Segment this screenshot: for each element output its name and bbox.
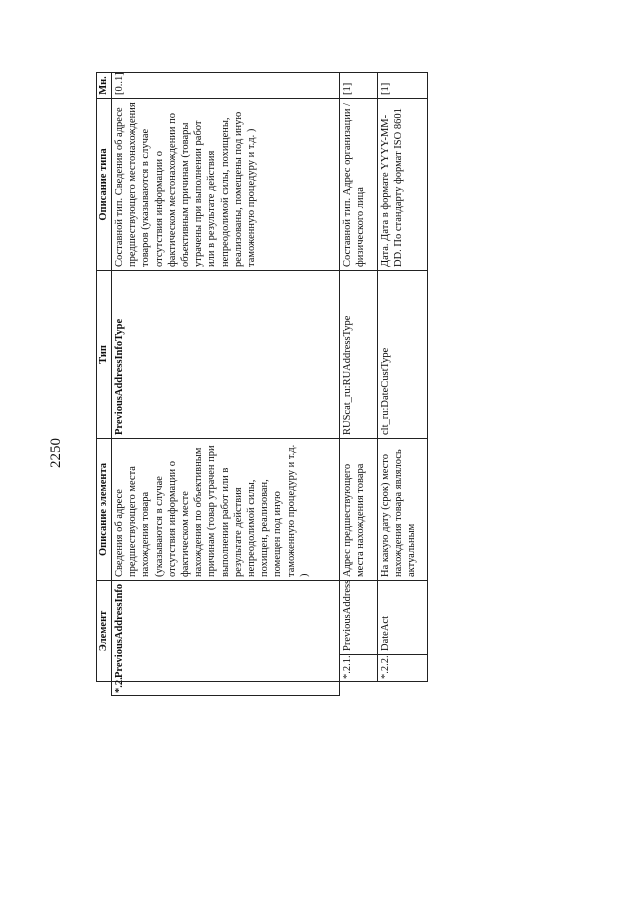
header-spacer [97, 682, 112, 696]
type-desc: Составной тип. Сведения об адресе предшествующего местонахождения товаров (указываются в случае отсутствия информации о фактическом местонахождении по объективным причинам (товары утрачены при выполнении работ или в результате действия непреодолимой силы, похищены, реализованы, помещены под иную таможенную процедуру и т.д. ) [112, 99, 340, 271]
schema-table [96, 72, 428, 696]
element-type: PreviousAddressInfoType [112, 271, 340, 439]
type-desc: Составной тип. Адрес организации / физического лица [340, 99, 378, 271]
element-desc: На какую дату (срок) место нахождения товара являлось актуальным [378, 439, 428, 581]
multiplicity: [1] [378, 73, 428, 99]
element-desc: Адрес предшествующего места нахождения товара [340, 439, 378, 581]
table-row [378, 73, 428, 696]
indent-cell [378, 682, 428, 696]
element-name: DateAct [378, 581, 428, 655]
table-row [340, 73, 378, 696]
element-name: PreviousAddressInfo [112, 581, 340, 682]
multiplicity: [1] [340, 73, 378, 99]
element-type: clt_ru:DateCustType [378, 271, 428, 439]
multiplicity: [0..1] [112, 73, 340, 99]
row-number: *.2. [112, 682, 340, 696]
header-mult: Мн. [97, 73, 112, 99]
row-number: *.2.2. [378, 655, 428, 682]
row-number: *.2.1. [340, 655, 378, 682]
table-header-row [97, 73, 112, 696]
header-element: Элемент [97, 581, 112, 682]
element-name: PreviousAddress [340, 581, 378, 655]
type-desc: Дата. Дата в формате YYYY-MM-DD. По стандарту формат ISO 8601 [378, 99, 428, 271]
header-type-desc: Описание типа [97, 99, 112, 271]
header-type: Тип [97, 271, 112, 439]
element-desc: Сведения об адресе предшествующего места нахождения товара (указываются в случае отсутствия информации о фактическом месте нахождения по объективным причинам (товар утрачен при выполнении работ или в результате действия непреодолимой силы, похищен, реализован, помещен под иную таможенную процедуру и т.д. ) [112, 439, 340, 581]
element-type: RUScat_ru:RUAddressType [340, 271, 378, 439]
header-element-desc: Описание элемента [97, 439, 112, 581]
indent-cell [340, 682, 378, 696]
rotated-table-container [96, 72, 418, 696]
table-row [112, 73, 340, 696]
page-number: 2250 [48, 438, 64, 468]
